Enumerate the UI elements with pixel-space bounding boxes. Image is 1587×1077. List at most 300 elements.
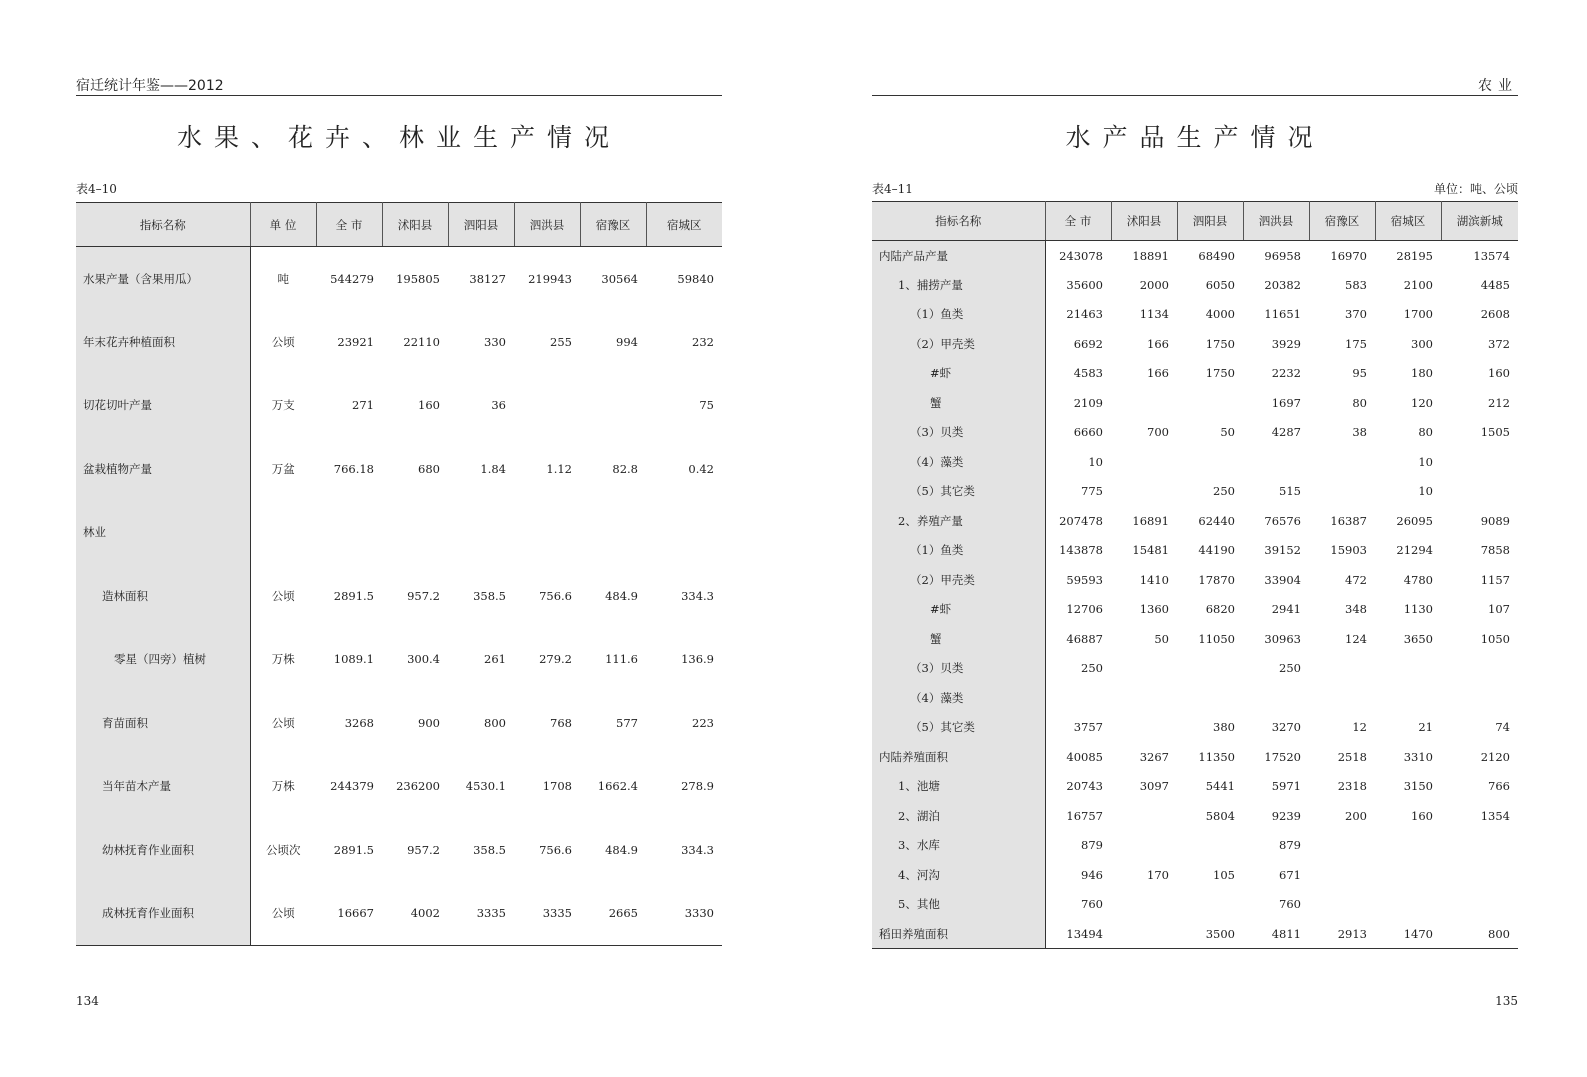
value-cell: 766.18 — [333, 461, 374, 476]
value-cell — [1441, 447, 1518, 477]
value-cell — [1045, 683, 1111, 713]
value-cell: 4000 — [1205, 307, 1235, 322]
value-cell: 17520 — [1264, 749, 1301, 764]
value-cell: 13574 — [1473, 248, 1510, 263]
value-cell: 3150 — [1403, 779, 1433, 794]
value-cell: 250 — [1279, 661, 1301, 676]
value-cell: 348 — [1345, 602, 1367, 617]
value-cell: 244379 — [330, 779, 374, 794]
value-cell: 111.6 — [605, 652, 638, 667]
value-cell — [1111, 654, 1177, 684]
indicator-name: （1）鱼类 — [872, 300, 1045, 330]
aquatic-products-table — [872, 201, 1518, 949]
value-cell: 3268 — [344, 715, 374, 730]
table-row — [76, 247, 722, 311]
value-cell: 105 — [1213, 867, 1235, 882]
value-cell: 515 — [1279, 484, 1301, 499]
value-cell: 957.2 — [407, 588, 440, 603]
fruit-flower-forestry-table — [76, 202, 722, 946]
value-cell: 1662.4 — [597, 779, 638, 794]
value-cell: 3335 — [542, 906, 572, 920]
value-cell: 6050 — [1205, 277, 1235, 292]
table-row — [872, 447, 1518, 477]
value-cell: 195805 — [396, 271, 440, 286]
value-cell: 4287 — [1271, 425, 1301, 440]
value-cell: 21294 — [1396, 543, 1433, 558]
value-cell — [316, 501, 382, 565]
value-cell: 472 — [1345, 572, 1367, 587]
value-cell: 2232 — [1271, 366, 1301, 381]
value-cell — [580, 501, 646, 565]
indicator-name: 4、河沟 — [872, 860, 1045, 890]
value-cell: 4780 — [1403, 572, 1433, 587]
table-row — [872, 388, 1518, 418]
value-cell: 6820 — [1205, 602, 1235, 617]
value-cell: 46887 — [1066, 631, 1103, 646]
value-cell: 3097 — [1139, 779, 1169, 794]
value-cell: 143878 — [1059, 543, 1103, 558]
value-cell: 15903 — [1330, 543, 1367, 558]
value-cell: 9089 — [1480, 513, 1510, 528]
indicator-name: （4）藻类 — [872, 683, 1045, 713]
value-cell: 212 — [1488, 395, 1510, 410]
value-cell: 544279 — [330, 271, 374, 286]
value-cell: 671 — [1279, 867, 1301, 882]
table-row — [872, 831, 1518, 861]
table-row — [872, 359, 1518, 389]
value-cell — [1441, 890, 1518, 920]
value-cell: 136.9 — [681, 652, 714, 667]
value-cell: 12 — [1352, 720, 1367, 735]
value-cell: 28195 — [1396, 248, 1433, 263]
value-cell: 261 — [484, 652, 506, 667]
value-cell: 994 — [616, 334, 638, 349]
value-cell: 484.9 — [605, 588, 638, 603]
value-cell: 68490 — [1198, 248, 1235, 263]
column-header: 湖滨新城 — [1441, 202, 1518, 241]
value-cell: 166 — [1147, 366, 1169, 381]
value-cell: 766 — [1488, 779, 1510, 794]
page-number: 134 — [76, 994, 99, 1008]
value-cell: 22110 — [403, 334, 440, 349]
value-cell: 2665 — [608, 906, 638, 920]
indicator-name: （4）藻类 — [872, 447, 1045, 477]
value-cell: 38 — [1352, 425, 1367, 440]
value-cell: 760 — [1081, 897, 1103, 912]
value-cell — [1441, 860, 1518, 890]
value-cell: 1410 — [1139, 572, 1169, 587]
value-cell: 760 — [1279, 897, 1301, 912]
value-cell — [1177, 447, 1243, 477]
value-cell: 2941 — [1271, 602, 1301, 617]
value-cell: 40085 — [1066, 749, 1103, 764]
value-cell — [1177, 831, 1243, 861]
value-cell: 1470 — [1403, 926, 1433, 941]
value-cell: 62440 — [1198, 513, 1235, 528]
table-number: 表4–11 — [872, 182, 913, 196]
value-cell: 82.8 — [612, 461, 638, 476]
value-cell — [1111, 388, 1177, 418]
value-cell: 20743 — [1066, 779, 1103, 794]
value-cell: 358.5 — [473, 842, 506, 857]
value-cell — [1243, 683, 1309, 713]
value-cell: 11651 — [1264, 307, 1301, 322]
table-row — [872, 919, 1518, 949]
value-cell: 10 — [1088, 454, 1103, 469]
indicator-name: （3）贝类 — [872, 654, 1045, 684]
value-cell — [1177, 890, 1243, 920]
value-cell: 2120 — [1480, 749, 1510, 764]
value-cell: 13494 — [1066, 926, 1103, 941]
indicator-name: #虾 — [872, 595, 1045, 625]
value-cell: 7858 — [1480, 543, 1510, 558]
table-row — [872, 742, 1518, 772]
value-cell: 120 — [1411, 395, 1433, 410]
value-cell: 200 — [1345, 808, 1367, 823]
value-cell: 232 — [692, 334, 714, 349]
value-cell: 16891 — [1132, 513, 1169, 528]
value-cell: 107 — [1488, 602, 1510, 617]
table-row — [872, 300, 1518, 330]
value-cell — [1309, 831, 1375, 861]
value-cell: 4485 — [1480, 277, 1510, 292]
column-header: 指标名称 — [872, 202, 1045, 241]
value-cell — [1111, 713, 1177, 743]
value-cell — [1309, 683, 1375, 713]
indicator-name: 稻田养殖面积 — [872, 919, 1045, 949]
column-header: 泗阳县 — [448, 203, 514, 247]
running-head — [872, 73, 1518, 96]
indicator-name: 5、其他 — [872, 890, 1045, 920]
value-cell: 160 — [1488, 366, 1510, 381]
value-cell — [448, 501, 514, 565]
value-cell — [1111, 447, 1177, 477]
value-cell: 50 — [1220, 425, 1235, 440]
table-row — [76, 564, 722, 628]
value-cell: 1360 — [1139, 602, 1169, 617]
value-cell: 10 — [1418, 454, 1433, 469]
value-cell: 250 — [1213, 484, 1235, 499]
value-cell — [1309, 477, 1375, 507]
value-cell: 3929 — [1271, 336, 1301, 351]
column-header: 全 市 — [1045, 202, 1111, 241]
value-cell: 33904 — [1264, 572, 1301, 587]
value-cell — [646, 501, 722, 565]
value-cell: 484.9 — [605, 842, 638, 857]
value-cell — [1111, 919, 1177, 949]
indicator-name: （2）甲壳类 — [872, 329, 1045, 359]
value-cell: 2518 — [1337, 749, 1367, 764]
value-cell: 4583 — [1073, 366, 1103, 381]
table-row — [872, 683, 1518, 713]
running-head-text: 农业 — [1478, 78, 1518, 94]
table-row — [76, 628, 722, 692]
value-cell: 2891.5 — [333, 588, 374, 603]
indicator-name: 1、池塘 — [872, 772, 1045, 802]
value-cell — [1309, 654, 1375, 684]
value-cell: 223 — [692, 715, 714, 730]
value-cell: 175 — [1345, 336, 1367, 351]
value-cell — [1111, 831, 1177, 861]
value-cell: 756.6 — [539, 842, 572, 857]
value-cell: 800 — [1488, 926, 1510, 941]
value-cell: 3270 — [1271, 720, 1301, 735]
value-cell: 879 — [1081, 838, 1103, 853]
value-cell: 124 — [1345, 631, 1367, 646]
table-row — [76, 437, 722, 501]
value-cell: 3335 — [476, 906, 506, 920]
value-cell: 59840 — [677, 271, 714, 286]
table-row — [76, 501, 722, 565]
column-header: 沭阳县 — [1111, 202, 1177, 241]
value-cell: 2913 — [1337, 926, 1367, 941]
value-cell: 2608 — [1480, 307, 1510, 322]
value-cell: 207478 — [1059, 513, 1103, 528]
unit-cell: 万支 — [271, 398, 295, 413]
value-cell: 36 — [491, 398, 506, 413]
table-row — [872, 595, 1518, 625]
table-number: 表4–10 — [76, 182, 117, 196]
value-cell — [1441, 477, 1518, 507]
value-cell: 5971 — [1271, 779, 1301, 794]
value-cell — [1309, 860, 1375, 890]
value-cell: 59593 — [1066, 572, 1103, 587]
value-cell: 2100 — [1403, 277, 1433, 292]
page-number: 135 — [1495, 994, 1518, 1008]
value-cell: 20382 — [1264, 277, 1301, 292]
value-cell: 9239 — [1271, 808, 1301, 823]
indicator-name: 内陆养殖面积 — [872, 742, 1045, 772]
value-cell: 23921 — [337, 334, 374, 349]
value-cell: 370 — [1345, 307, 1367, 322]
table-row — [872, 801, 1518, 831]
value-cell: 18891 — [1132, 248, 1169, 263]
value-cell: 10 — [1418, 484, 1433, 499]
value-cell: 21463 — [1066, 307, 1103, 322]
value-cell: 1130 — [1403, 602, 1433, 617]
indicator-name: 水果产量（含果用瓜） — [76, 247, 250, 311]
value-cell: 775 — [1081, 484, 1103, 499]
indicator-name: 蟹 — [872, 388, 1045, 418]
running-head-text: 宿迁统计年鉴——2012 — [76, 78, 224, 94]
indicator-name: 内陆产品产量 — [872, 241, 1045, 271]
value-cell: 16667 — [337, 906, 374, 920]
indicator-name: 切花切叶产量 — [76, 374, 250, 438]
value-cell — [1111, 683, 1177, 713]
value-cell: 3267 — [1139, 749, 1169, 764]
value-cell — [1177, 683, 1243, 713]
indicator-name: 育苗面积 — [76, 691, 250, 755]
value-cell — [1375, 831, 1441, 861]
value-cell: 2891.5 — [333, 842, 374, 857]
indicator-name: 幼林抚育作业面积 — [76, 818, 250, 882]
unit-cell: 公顷次 — [266, 842, 301, 857]
value-cell — [1111, 801, 1177, 831]
value-cell: 16387 — [1330, 513, 1367, 528]
unit-cell: 万株 — [271, 652, 295, 667]
value-cell: 26095 — [1396, 513, 1433, 528]
value-cell: 271 — [352, 398, 374, 413]
table-row — [76, 374, 722, 438]
value-cell — [514, 374, 580, 438]
value-cell — [1375, 860, 1441, 890]
unit-cell: 公顷 — [271, 906, 295, 920]
value-cell: 30564 — [601, 271, 638, 286]
table-row — [872, 713, 1518, 743]
value-cell: 1505 — [1480, 425, 1510, 440]
value-cell: 0.42 — [688, 461, 714, 476]
value-cell: 358.5 — [473, 588, 506, 603]
value-cell: 3757 — [1073, 720, 1103, 735]
indicator-name: 林业 — [76, 501, 250, 565]
indicator-name: （5）其它类 — [872, 713, 1045, 743]
table-row — [872, 890, 1518, 920]
value-cell: 680 — [418, 461, 440, 476]
value-cell: 1750 — [1205, 336, 1235, 351]
value-cell: 334.3 — [681, 842, 714, 857]
value-cell: 3310 — [1403, 749, 1433, 764]
value-cell: 219943 — [528, 271, 572, 286]
value-cell: 160 — [418, 398, 440, 413]
table-row — [872, 772, 1518, 802]
value-cell: 6692 — [1073, 336, 1103, 351]
column-header: 沭阳县 — [382, 203, 448, 247]
value-cell — [1177, 654, 1243, 684]
value-cell — [1111, 890, 1177, 920]
table-row — [872, 241, 1518, 271]
value-cell: 75 — [699, 398, 714, 413]
indicator-name: （5）其它类 — [872, 477, 1045, 507]
value-cell: 334.3 — [681, 588, 714, 603]
column-header: 指标名称 — [76, 203, 250, 247]
value-cell: 300.4 — [407, 652, 440, 667]
table-row — [872, 536, 1518, 566]
indicator-name: 成林抚育作业面积 — [76, 882, 250, 946]
indicator-name: #虾 — [872, 359, 1045, 389]
value-cell: 80 — [1418, 425, 1433, 440]
value-cell: 4002 — [410, 906, 440, 920]
value-cell: 380 — [1213, 720, 1235, 735]
page-title: 水产品生产情况 — [1065, 123, 1325, 152]
value-cell: 700 — [1147, 425, 1169, 440]
indicator-name: 造林面积 — [76, 564, 250, 628]
right-page — [872, 0, 1518, 1077]
value-cell: 330 — [484, 334, 506, 349]
table-header-row — [872, 202, 1518, 241]
column-header: 宿城区 — [1375, 202, 1441, 241]
indicator-name: 2、湖泊 — [872, 801, 1045, 831]
value-cell: 957.2 — [407, 842, 440, 857]
table-row — [76, 755, 722, 819]
table-header-row — [76, 203, 722, 247]
table-row — [872, 654, 1518, 684]
value-cell: 1089.1 — [333, 652, 374, 667]
value-cell — [1375, 683, 1441, 713]
value-cell: 166 — [1147, 336, 1169, 351]
unit-cell: 吨 — [277, 271, 289, 286]
value-cell — [1309, 890, 1375, 920]
value-cell: 180 — [1411, 366, 1433, 381]
value-cell: 17870 — [1198, 572, 1235, 587]
value-cell: 3500 — [1205, 926, 1235, 941]
unit-cell: 万盆 — [271, 461, 295, 476]
value-cell: 1750 — [1205, 366, 1235, 381]
value-cell: 4811 — [1271, 926, 1301, 941]
indicator-name: （3）贝类 — [872, 418, 1045, 448]
value-cell: 2000 — [1139, 277, 1169, 292]
value-cell: 800 — [484, 715, 506, 730]
value-cell: 16970 — [1330, 248, 1367, 263]
value-cell: 300 — [1411, 336, 1433, 351]
left-page — [76, 0, 722, 1077]
value-cell: 1050 — [1480, 631, 1510, 646]
indicator-name: （1）鱼类 — [872, 536, 1045, 566]
unit-cell — [250, 501, 316, 565]
indicator-name: （2）甲壳类 — [872, 565, 1045, 595]
value-cell: 1.12 — [546, 461, 572, 476]
column-header: 泗洪县 — [1243, 202, 1309, 241]
value-cell: 2109 — [1073, 395, 1103, 410]
value-cell: 160 — [1411, 808, 1433, 823]
column-header: 泗洪县 — [514, 203, 580, 247]
value-cell: 1157 — [1480, 572, 1510, 587]
page-title: 水果、花卉、林业生产情况 — [176, 123, 621, 152]
value-cell: 583 — [1345, 277, 1367, 292]
column-header: 宿豫区 — [580, 203, 646, 247]
table-row — [76, 691, 722, 755]
unit-cell: 万株 — [271, 779, 295, 794]
value-cell: 21 — [1418, 720, 1433, 735]
value-cell — [382, 501, 448, 565]
value-cell — [1111, 477, 1177, 507]
value-cell — [1375, 890, 1441, 920]
value-cell: 3650 — [1403, 631, 1433, 646]
value-cell: 250 — [1081, 661, 1103, 676]
indicator-name: 蟹 — [872, 624, 1045, 654]
value-cell: 38127 — [469, 271, 506, 286]
unit-cell: 公顷 — [271, 715, 295, 730]
table-row — [76, 310, 722, 374]
value-cell: 279.2 — [539, 652, 572, 667]
value-cell: 12706 — [1066, 602, 1103, 617]
value-cell — [1441, 683, 1518, 713]
value-cell: 278.9 — [681, 779, 714, 794]
column-header: 全 市 — [316, 203, 382, 247]
value-cell: 96958 — [1264, 248, 1301, 263]
value-cell — [1441, 831, 1518, 861]
table-row — [872, 624, 1518, 654]
value-cell: 2318 — [1337, 779, 1367, 794]
value-cell: 76576 — [1264, 513, 1301, 528]
table-row — [872, 329, 1518, 359]
indicator-name: 2、养殖产量 — [872, 506, 1045, 536]
value-cell: 95 — [1352, 366, 1367, 381]
value-cell — [1243, 447, 1309, 477]
table-row — [872, 565, 1518, 595]
column-header: 宿城区 — [646, 203, 722, 247]
value-cell: 1.84 — [480, 461, 506, 476]
table-row — [872, 270, 1518, 300]
value-cell: 4530.1 — [465, 779, 506, 794]
column-header: 泗阳县 — [1177, 202, 1243, 241]
indicator-name: 当年苗木产量 — [76, 755, 250, 819]
value-cell: 879 — [1279, 838, 1301, 853]
value-cell: 35600 — [1066, 277, 1103, 292]
value-cell — [1177, 388, 1243, 418]
value-cell: 6660 — [1073, 425, 1103, 440]
value-cell: 768 — [550, 715, 572, 730]
value-cell: 900 — [418, 715, 440, 730]
